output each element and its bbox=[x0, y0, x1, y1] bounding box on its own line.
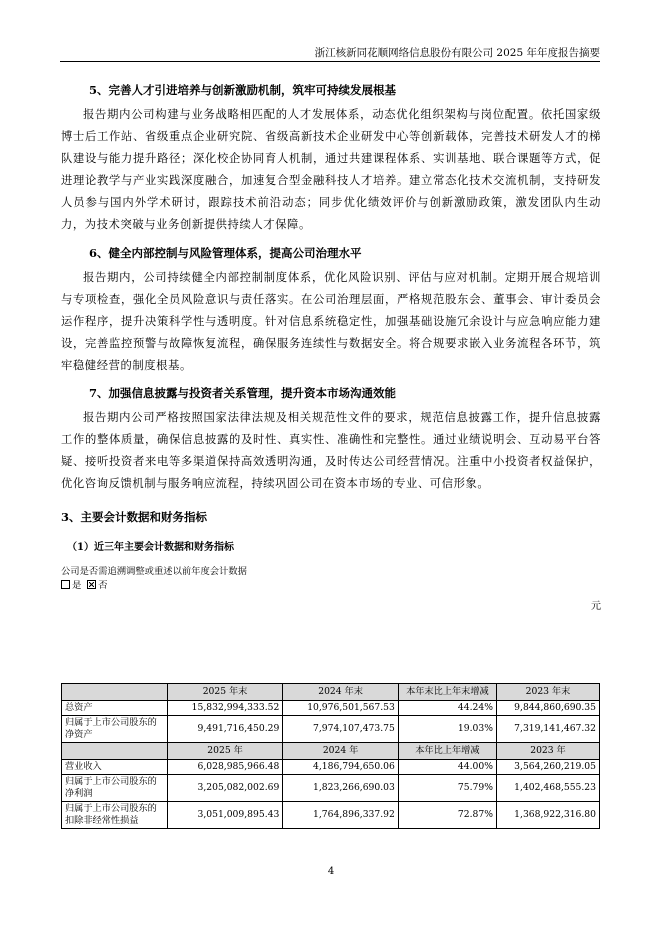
table-header-cell bbox=[62, 743, 168, 760]
table-row bbox=[62, 775, 600, 802]
value-cell: 72.87% bbox=[398, 802, 496, 829]
value-cell: 3,205,082,002.69 bbox=[167, 775, 283, 802]
table-header-cell: 本年末比上年末增减 bbox=[398, 684, 496, 701]
value-cell: 4,186,794,650.06 bbox=[283, 760, 399, 775]
value-cell: 7,974,107,473.75 bbox=[283, 716, 399, 743]
option-no-label: 否 bbox=[98, 580, 108, 592]
row-label-cell: 归属于上市公司股东的净资产 bbox=[62, 716, 168, 743]
value-cell: 9,491,716,450.29 bbox=[167, 716, 283, 743]
value-cell: 6,028,985,966.48 bbox=[167, 760, 283, 775]
table-row bbox=[62, 716, 600, 743]
accounting-subheading: （1）近三年主要会计数据和财务指标 bbox=[67, 542, 234, 554]
financial-data-table bbox=[61, 683, 600, 829]
table-header-cell: 2024 年 bbox=[283, 743, 399, 760]
table-header-cell: 本年比上年增减 bbox=[398, 743, 496, 760]
accounting-heading: 3、主要会计数据和财务指标 bbox=[61, 510, 208, 525]
value-cell: 19.03% bbox=[398, 716, 496, 743]
checkbox-no-checked bbox=[87, 580, 96, 589]
value-cell: 1,823,266,690.03 bbox=[283, 775, 399, 802]
page-number: 4 bbox=[327, 866, 335, 877]
table-header-cell: 2025 年 bbox=[167, 743, 283, 760]
document-body bbox=[61, 82, 601, 826]
table-header-cell: 2024 年末 bbox=[283, 684, 399, 701]
row-label-cell: 营业收入 bbox=[62, 760, 168, 775]
value-cell: 44.00% bbox=[398, 760, 496, 775]
section-heading-talent: 5、完善人才引进培养与创新激励机制，筑牢可持续发展根基 bbox=[89, 83, 396, 97]
header-divider bbox=[60, 61, 600, 62]
value-cell: 7,319,141,467.32 bbox=[496, 716, 599, 743]
value-cell: 3,564,260,219.05 bbox=[496, 760, 599, 775]
section-body-internal-control: 报告期内，公司持续健全内部控制制度体系，优化风险识别、评估与应对机制。定期开展合规培训与专项检查，强化全员风险意识与责任落实。在公司治理层面，严格规范股东会、董事会、审计委员会运作程序，提升决策科学性与透明度。针对信息系统稳定性，加强基础设施冗余设计与应急响应能力建设，完善监控预警与故障恢复流程，确保服务连续性与数据安全。将合规要求嵌入业务流程各环节，筑牢稳健经营的制度根基。 bbox=[61, 270, 601, 372]
table-header-cell: 2023 年末 bbox=[496, 684, 599, 701]
table-row bbox=[62, 701, 600, 716]
table-header-row bbox=[62, 684, 600, 701]
table-header-cell: 2025 年末 bbox=[167, 684, 283, 701]
value-cell: 1,368,922,316.80 bbox=[496, 802, 599, 829]
table-header-cell bbox=[62, 684, 168, 701]
table-header-row bbox=[62, 743, 600, 760]
section-body-talent: 报告期内公司构建与业务战略相匹配的人才发展体系，动态优化组织架构与岗位配置。依托国家级博士后工作站、省级重点企业研究院、省级高新技术企业研发中心等创新载体，完善技术研发人才的梯队建设与能力提升路径；深化校企协同育人机制，通过共建课程体系、实训基地、联合课题等方式，促进理论教学与产业实践深度融合，加速复合型金融科技人才培养。建立常态化技术交流机制，支持研发人员参与国内外学术研讨，跟踪技术前沿动态；同步优化绩效评价与创新激励政策，激发团队内生动力，为技术突破与业务创新提供持续人才保障。 bbox=[61, 108, 601, 232]
value-cell: 1,764,896,337.92 bbox=[283, 802, 399, 829]
value-cell: 15,832,994,333.52 bbox=[167, 701, 283, 716]
section-heading-disclosure: 7、加强信息披露与投资者关系管理，提升资本市场沟通效能 bbox=[89, 386, 396, 401]
restatement-options bbox=[61, 579, 601, 593]
section-heading-internal-control: 6、健全内部控制与风险管理体系，提高公司治理水平 bbox=[89, 245, 362, 260]
row-label-cell: 归属于上市公司股东的扣除非经常性损益 bbox=[62, 802, 168, 829]
value-cell: 3,051,009,895.43 bbox=[167, 802, 283, 829]
row-label-cell: 总资产 bbox=[62, 701, 168, 716]
value-cell: 75.79% bbox=[398, 775, 496, 802]
restatement-question: 公司是否需追溯调整或重述以前年度会计数据 bbox=[61, 566, 247, 578]
value-cell: 1,402,468,555.23 bbox=[496, 775, 599, 802]
value-cell: 44.24% bbox=[398, 701, 496, 716]
table-row bbox=[62, 802, 600, 829]
table-header-cell: 2023 年 bbox=[496, 743, 599, 760]
table-row bbox=[62, 760, 600, 775]
row-label-cell: 归属于上市公司股东的净利润 bbox=[62, 775, 168, 802]
report-header: 浙江核新同花顺网络信息股份有限公司 2025 年年度报告摘要 bbox=[314, 47, 600, 59]
value-cell: 10,976,501,567.53 bbox=[283, 701, 399, 716]
unit-label: 元 bbox=[591, 601, 601, 613]
value-cell: 9,844,860,690.35 bbox=[496, 701, 599, 716]
option-yes-label: 是 bbox=[72, 580, 82, 592]
checkbox-yes bbox=[61, 580, 70, 589]
section-body-disclosure: 报告期内公司严格按照国家法律法规及相关规范性文件的要求，规范信息披露工作，提升信息披露工作的整体质量，确保信息披露的及时性、真实性、准确性和完整性。通过业绩说明会、互动易平台答疑、接听投资者来电等多渠道保持高效透明沟通，及时传达公司经营情况。注重中小投资者权益保护，优化咨询反馈机制与服务响应流程，持续巩固公司在资本市场的专业、可信形象。 bbox=[61, 411, 601, 491]
